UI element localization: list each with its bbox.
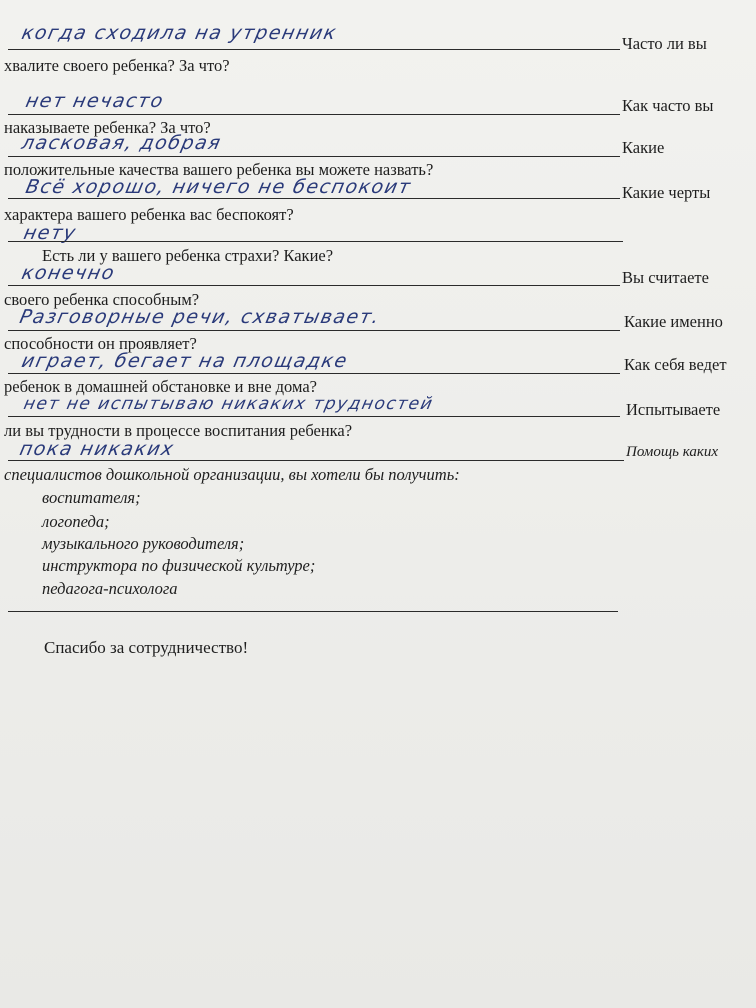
question-10-start: Помощь каких bbox=[626, 444, 719, 460]
question-1-start: Часто ли вы bbox=[622, 34, 707, 53]
answer-3: ласковая, добрая bbox=[19, 132, 224, 154]
question-6-end: своего ребенка способным? bbox=[4, 290, 200, 309]
answer-line-8 bbox=[8, 373, 620, 374]
question-3-end: положительные качества вашего ребенка вы можете назвать? bbox=[4, 160, 434, 179]
answer-4: Всё хорошо, ничего не беспокоит bbox=[23, 176, 414, 198]
answer-line-4 bbox=[8, 198, 620, 199]
question-4-start: Какие черты bbox=[622, 183, 711, 202]
option-4: инструктора по физической культуре; bbox=[42, 556, 316, 575]
question-9-start: Испытываете bbox=[626, 400, 721, 419]
question-8-end: ребенок в домашней обстановке и вне дома? bbox=[4, 377, 317, 396]
answer-line-11 bbox=[8, 611, 618, 612]
answer-line-7 bbox=[8, 330, 620, 331]
thanks-text: Спасибо за сотрудничество! bbox=[44, 638, 249, 657]
answer-6: конечно bbox=[19, 262, 118, 284]
question-6-start: Вы считаете bbox=[622, 268, 709, 287]
question-2-start: Как часто вы bbox=[622, 96, 714, 115]
answer-8: играет, бегает на площадке bbox=[19, 350, 351, 372]
answer-line-1 bbox=[8, 49, 620, 50]
answer-line-9 bbox=[8, 416, 620, 417]
option-2: логопеда; bbox=[42, 512, 110, 531]
question-9-end: ли вы трудности в процессе воспитания ребенка? bbox=[4, 421, 353, 440]
question-2-end: наказываете ребенка? За что? bbox=[4, 118, 211, 137]
option-1: воспитателя; bbox=[42, 488, 141, 507]
answer-line-3 bbox=[8, 156, 620, 157]
answer-1: когда сходила на утренник bbox=[19, 22, 340, 44]
answer-5: нету bbox=[21, 222, 79, 244]
question-1-end: хвалите своего ребенка? За что? bbox=[4, 56, 230, 75]
answer-line-5 bbox=[8, 241, 623, 242]
question-7-start: Какие именно bbox=[624, 312, 723, 331]
answer-line-10 bbox=[8, 460, 624, 461]
question-3-start: Какие bbox=[622, 138, 665, 157]
answer-7: Разговорные речи, схватывает. bbox=[17, 306, 383, 328]
answer-10: пока никаких bbox=[17, 438, 177, 460]
question-7-end: способности он проявляет? bbox=[4, 334, 197, 353]
answer-line-6 bbox=[8, 285, 620, 286]
answer-line-2 bbox=[8, 114, 620, 115]
answer-2: нет нечасто bbox=[23, 90, 167, 112]
option-3: музыкального руководителя; bbox=[42, 534, 245, 553]
question-8-start: Как себя ведет bbox=[624, 355, 727, 374]
answer-9: нет не испытываю никаких трудностей bbox=[21, 394, 436, 414]
question-4-end: характера вашего ребенка вас беспокоят? bbox=[4, 205, 294, 224]
option-5: педагога-психолога bbox=[42, 579, 178, 598]
question-5: Есть ли у вашего ребенка страхи? Какие? bbox=[42, 246, 334, 265]
question-10-end: специалистов дошкольной организации, вы хотели бы получить: bbox=[4, 465, 460, 484]
